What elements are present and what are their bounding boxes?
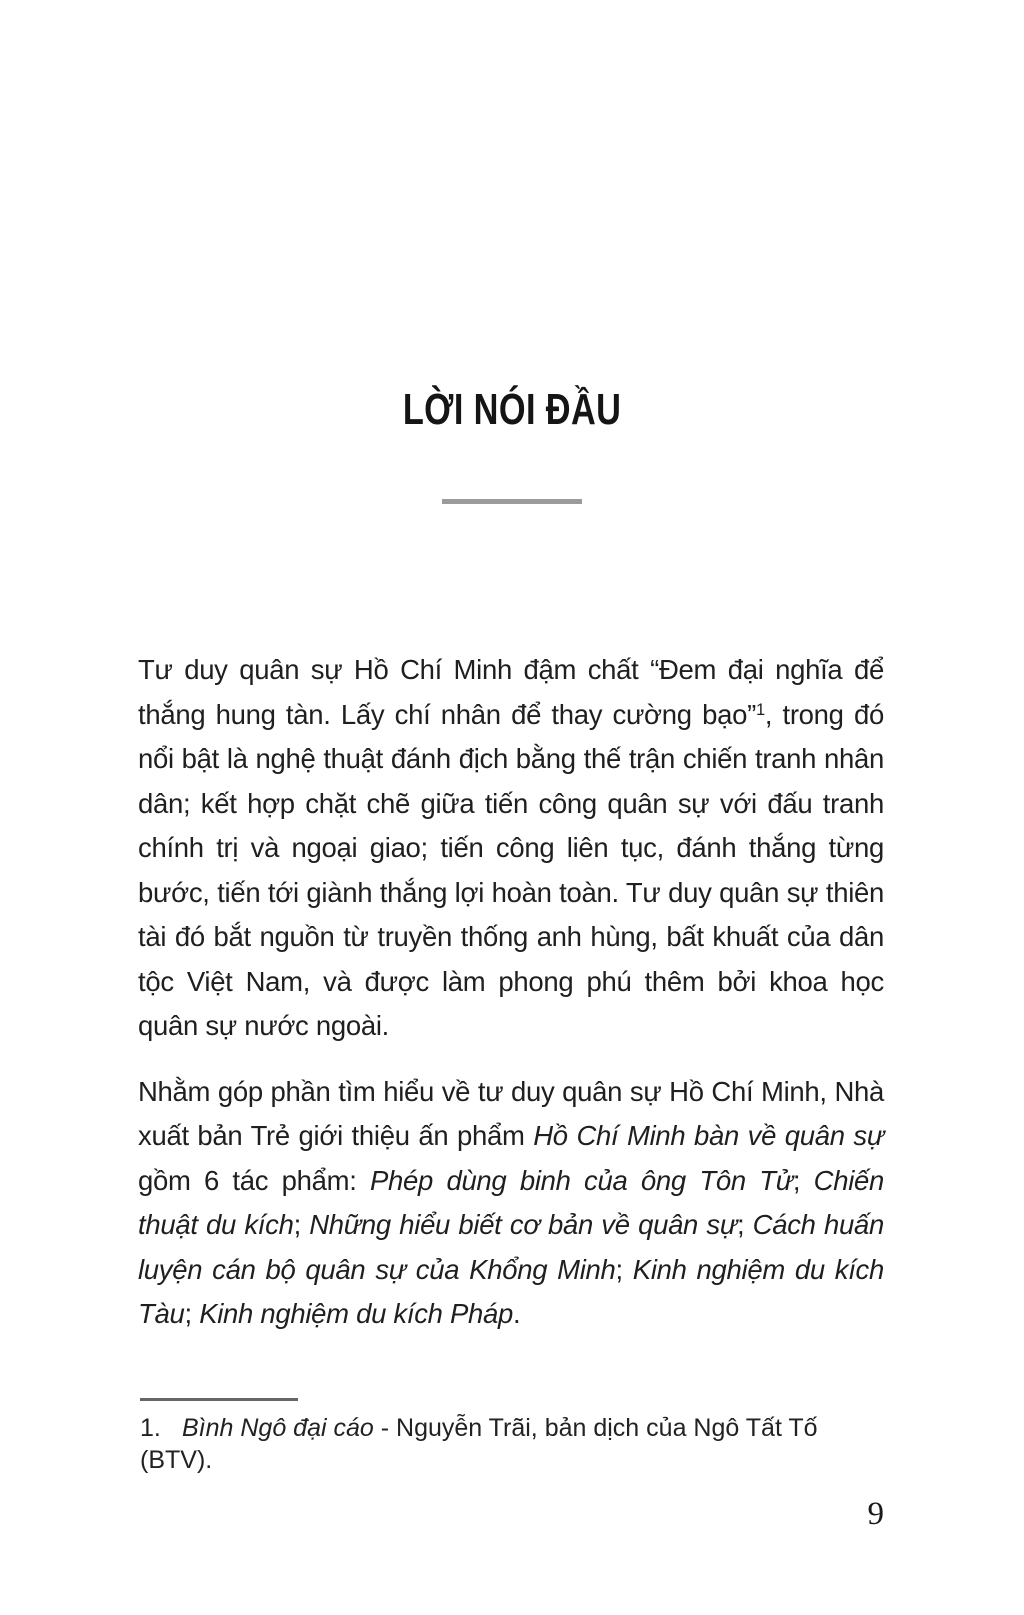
chapter-title bbox=[0, 385, 1024, 434]
title-divider-rule bbox=[442, 499, 582, 504]
paragraph-2: Nhằm góp phần tìm hiểu về tư duy quân sự Hồ Chí Minh, Nhà xuất bản Trẻ giới thiệu ấn phẩm Hồ Chí Minh bàn về quân sự gồm 6 tác phẩm: Phép dùng binh của ông Tôn Tử; Chiến thuật du kích; Những hiểu biết cơ bản về quân sự; Cách huấn luyện cán bộ quân sự của Khổng Minh; Kinh nghiệm du kích Tàu; Kinh nghiệm du kích Pháp. bbox=[138, 1075, 884, 1329]
body-text bbox=[138, 648, 884, 1358]
chapter-title-text: LỜI NÓI ĐẦU bbox=[402, 385, 622, 434]
footnote-number: 1. bbox=[140, 1414, 161, 1442]
paragraph-1: Tư duy quân sự Hồ Chí Minh đậm chất “Đem đại nghĩa để thắng hung tàn. Lấy chí nhân để thay cường bạo”$^1$, trong đó nổi bật là nghệ thuật đánh địch bằng thế trận chiến tranh nhân dân; kết hợp chặt chẽ giữa tiến công quân sự với đấu tranh chính trị và ngoại giao; tiến công liên tục, đánh thắng từng bước, tiến tới giành thắng lợi hoàn toàn. Tư duy quân sự thiên tài đó bắt nguồn từ truyền thống anh hùng, bất khuất của dân tộc Việt Nam, và được làm phong phú thêm bởi khoa học quân sự nước ngoài. bbox=[138, 654, 884, 1041]
footnote bbox=[140, 1412, 884, 1476]
footnote-divider-rule bbox=[140, 1398, 298, 1401]
footnote-text: Bình Ngô đại cáo - Nguyễn Trãi, bản dịch của Ngô Tất Tố (BTV). bbox=[140, 1414, 818, 1474]
page-number: 9 bbox=[867, 1496, 884, 1532]
